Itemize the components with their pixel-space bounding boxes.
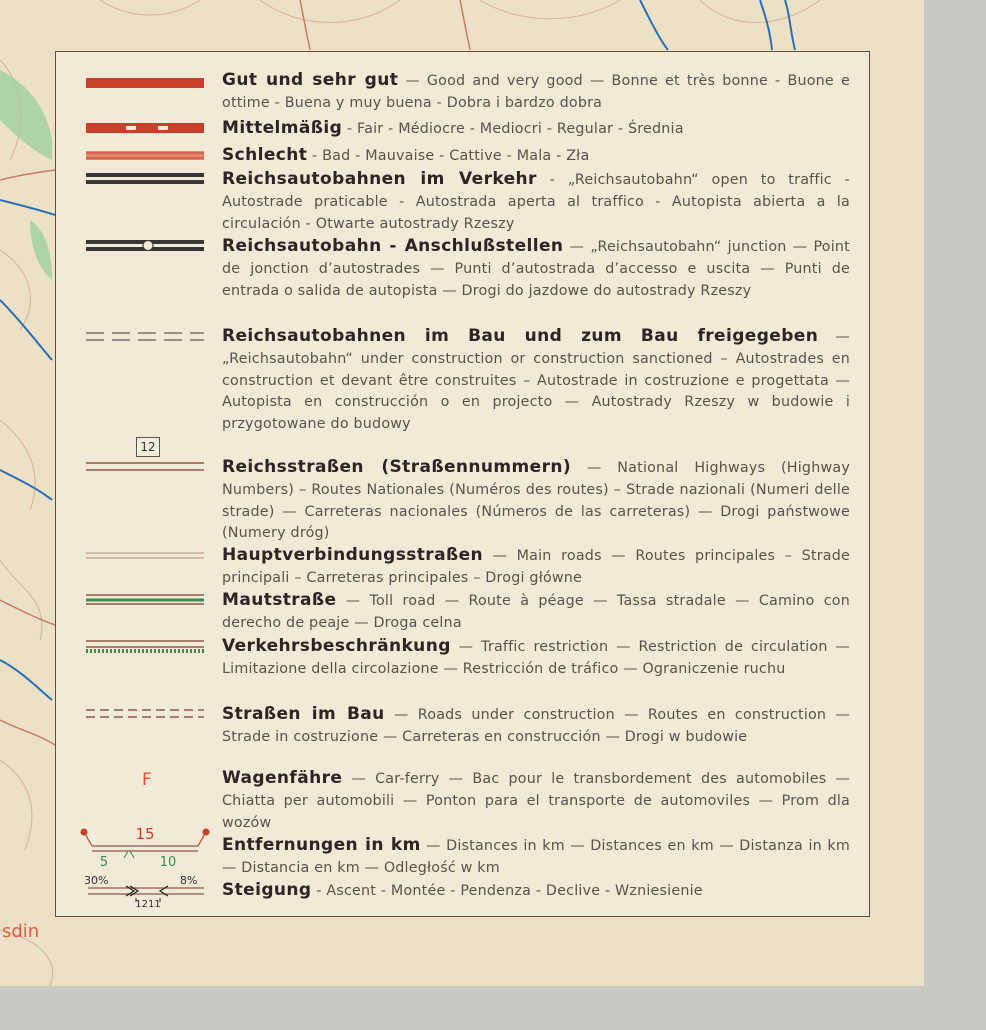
legend-title: Schlecht [222,145,308,165]
legend-text: - „Reichsautobahn“ open to traffic - Autostrade praticable - Autostrada aperta al traffico - Autopista abierta a la circulación - Otwarte autostrady Rzeszy [222,172,850,232]
legend-title: Mautstraße [222,590,337,610]
legend-text: - Fair - Médiocre - Mediocri - Regular - Średnia [342,121,684,137]
legend-title: Straßen im Bau [222,704,385,724]
legend-title: Wagenfähre [222,768,343,788]
legend-text: — „Reichsautobahn“ junction — Point de jonction d’autostrades — Punti d’autostrada d’accesso e uscita — Punti de entrada o salida de autopista — Drogi do jazdowe do autostrady Rzeszy [222,239,850,299]
legend-text: — Car-ferry — Bac pour le transbordement des automobiles — Chiatta per automobili — Ponton para el transporte de automoviles — Prom dla wozów [222,771,850,831]
main-road-symbol [86,549,204,563]
legend-title: Reichsstraßen (Straßennummern) [222,457,572,477]
legend-title: Reichsautobahnen im Verkehr [222,169,537,189]
toll-road-symbol [86,593,204,607]
grade-right-label: 8% [180,874,198,887]
legend-title: Entfernungen in km [222,835,421,855]
legend-title: Reichsautobahn - Anschlußstellen [222,236,564,256]
legend-title: Verkehrsbeschränkung [222,636,451,656]
road-good-symbol [86,75,204,89]
national-highway-symbol [86,461,204,475]
distance-b-label: 10 [159,855,177,870]
legend-text: - Ascent - Montée - Pendenza - Declive - Wzniesienie [311,883,703,899]
autobahn-construction-symbol [86,330,204,344]
grade-bottom-label: 1211 [135,899,161,910]
ascent-symbol [84,870,208,910]
legend-text: — Roads under construction — Routes en construction — Strade in costruzione — Carreteras en construcción — Drogi w budowie [222,707,850,745]
legend-title: Mittelmäßig [222,118,343,138]
ferry-symbol: F [142,770,152,790]
legend-text: — Good and very good — Bonne et très bonne - Buone e ottime - Buena y muy buena - Dobra i bardzo dobra [222,73,850,111]
distance-total-label: 15 [135,825,155,843]
legend-text: — National Highways (Highway Numbers) – Routes Nationales (Numéros des routes) – Strade nazionali (Numeri delle strade) — Carreteras nacionales (Números de las carreteras) — Drogi państwowe (Numery dróg) [222,460,850,542]
town-label: sdin [2,921,40,942]
autobahn-junction-symbol [86,238,204,254]
grade-left-label: 30% [84,874,109,887]
legend-title: Steigung [222,880,312,900]
distance-symbol [78,824,212,874]
traffic-restriction-symbol [86,639,204,655]
legend-text: — Distances in km — Distances en km — Distanza in km — Distancia en km — Odległość w km [222,838,850,876]
highway-number-box: 12 [136,437,160,457]
legend-text: — Traffic restriction — Restriction de circulation — Limitazione della circolazione — Restricción de tráfico — Ograniczenie ruchu [222,639,850,677]
distance-a-label: 5 [99,855,109,870]
legend-text: — Main roads — Routes principales – Strade principali – Carreteras principales – Drogi główne [222,548,850,586]
legend-title: Hauptverbindungsstraßen [222,545,484,565]
legend-text: — Toll road — Route à péage — Tassa stradale — Camino con derecho de peaje — Droga celna [222,593,850,631]
legend-title: Gut und sehr gut [222,70,399,90]
legend-text: - Bad - Mauvaise - Cattive - Mala - Zła [307,148,590,164]
road-fair-symbol [86,121,204,135]
legend-text: — „Reichsautobahn“ under construction or construction sanctioned – Autostrades en construction et devant être construites – Autostrade in costruzione e progettata — Autopista en construcción o en projecto — Autostrady Rzeszy w budowie i przygotowane do budowy [222,329,850,433]
road-construction-symbol [86,707,204,721]
autobahn-open-symbol [86,172,204,186]
legend-title: Reichsautobahnen im Bau und zum Bau freigegeben [222,326,819,346]
road-bad-symbol [86,149,204,163]
map-legend [55,51,870,917]
